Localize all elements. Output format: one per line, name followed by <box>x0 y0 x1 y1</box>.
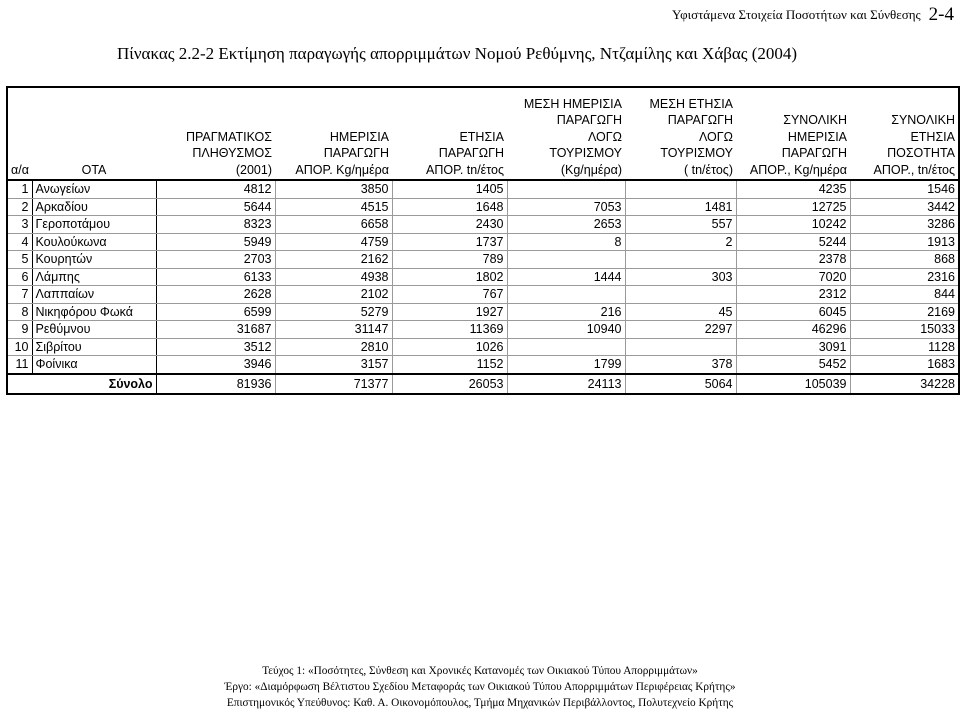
table-cell: 3512 <box>156 338 275 356</box>
table-cell: 3442 <box>850 198 959 216</box>
total-cell: 71377 <box>275 374 392 394</box>
table-cell <box>507 251 625 269</box>
table-cell: 303 <box>625 268 736 286</box>
table-cell: Κουρητών <box>32 251 156 269</box>
column-header-line: (2001) <box>235 162 272 177</box>
table-row <box>7 321 959 339</box>
table-cell: 1683 <box>850 356 959 374</box>
table-row <box>7 286 959 304</box>
table-cell: 7053 <box>507 198 625 216</box>
column-header-line: ΠΡΑΓΜΑΤΙΚΟΣ <box>186 129 272 144</box>
column-header-line: ΤΟΥΡΙΣΜΟΥ <box>549 146 622 161</box>
table-cell: 3946 <box>156 356 275 374</box>
column-header-line: ΑΠΟΡ., tn/έτος <box>873 162 955 177</box>
table-cell: 2162 <box>275 251 392 269</box>
table-cell: Φοίνικα <box>32 356 156 374</box>
table-cell: 216 <box>507 303 625 321</box>
table-cell: 1737 <box>392 233 507 251</box>
column-header-line: ΠΑΡΑΓΩΓΗ <box>667 113 733 128</box>
table-cell: 4 <box>7 233 32 251</box>
table-cell: 2 <box>625 233 736 251</box>
table-cell: 1927 <box>392 303 507 321</box>
table-cell: 1128 <box>850 338 959 356</box>
table-cell: 7020 <box>736 268 850 286</box>
table-cell: 2703 <box>156 251 275 269</box>
table-cell: 9 <box>7 321 32 339</box>
table-cell: 767 <box>392 286 507 304</box>
table-cell: 10 <box>7 338 32 356</box>
table-cell <box>625 251 736 269</box>
table-cell: 5279 <box>275 303 392 321</box>
table-cell: 1026 <box>392 338 507 356</box>
column-header-line: ΗΜΕΡΙΣΙΑ <box>787 129 847 144</box>
column-header-line: ΣΥΝΟΛΙΚΗ <box>891 113 955 128</box>
table-cell <box>507 286 625 304</box>
table-cell: 1152 <box>392 356 507 374</box>
table-cell: 4759 <box>275 233 392 251</box>
running-head <box>672 4 954 26</box>
table-cell: Κουλούκωνα <box>32 233 156 251</box>
table-cell: Ρεθύμνου <box>32 321 156 339</box>
column-header-line: ΠΑΡΑΓΩΓΗ <box>556 113 622 128</box>
table-cell: 46296 <box>736 321 850 339</box>
total-cell: 26053 <box>392 374 507 394</box>
table-cell <box>625 338 736 356</box>
column-header-line: ΣΥΝΟΛΙΚΗ <box>783 113 847 128</box>
table-cell: 378 <box>625 356 736 374</box>
table-cell <box>507 180 625 198</box>
table-cell: 3286 <box>850 216 959 234</box>
footer-line: Επιστημονικός Υπεύθυνος: Καθ. Α. Οικονομόπουλος, Τμήμα Μηχανικών Περιβάλλοντος, Πολυτεχνείο Κρήτης <box>226 697 734 709</box>
column-header-line: ΜΕΣΗ ΗΜΕΡΙΣΙΑ <box>523 96 622 111</box>
table-cell: 6133 <box>156 268 275 286</box>
table-cell: 1 <box>7 180 32 198</box>
table-cell: 3850 <box>275 180 392 198</box>
total-cell: 24113 <box>507 374 625 394</box>
column-header-line: ΟΤΑ <box>81 162 107 177</box>
table-cell: 2810 <box>275 338 392 356</box>
table-caption: Πίνακας 2.2-2 Εκτίμηση παραγωγής απορριμμάτων Νομού Ρεθύμνης, Ντζαμίλης και Χάβας (2004) <box>117 44 798 63</box>
column-header-line: ΑΠΟΡ. tn/έτος <box>426 162 504 177</box>
table-cell: 45 <box>625 303 736 321</box>
column-header <box>736 87 850 180</box>
table-cell: 6 <box>7 268 32 286</box>
column-header <box>392 87 507 180</box>
table-cell: 15033 <box>850 321 959 339</box>
table-cell: Γεροποτάμου <box>32 216 156 234</box>
table-cell: 4515 <box>275 198 392 216</box>
table-cell: 5644 <box>156 198 275 216</box>
table-container <box>6 86 958 395</box>
table-body <box>7 180 959 374</box>
table-cell <box>507 338 625 356</box>
table-cell: 2430 <box>392 216 507 234</box>
column-header <box>32 87 156 180</box>
header-row <box>7 87 959 180</box>
column-header <box>156 87 275 180</box>
table-cell: 789 <box>392 251 507 269</box>
table-cell <box>625 286 736 304</box>
table-cell: 11 <box>7 356 32 374</box>
waste-production-table <box>6 86 960 395</box>
table-cell: 2 <box>7 198 32 216</box>
column-header-line: ΤΟΥΡΙΣΜΟΥ <box>660 146 733 161</box>
table-cell: 868 <box>850 251 959 269</box>
table-cell: 2102 <box>275 286 392 304</box>
table-row <box>7 198 959 216</box>
column-header-line: ΛΟΓΩ <box>698 129 733 144</box>
column-header-line: ΠΛΗΘΥΣΜΟΣ <box>192 146 272 161</box>
column-header-line: ( tn/έτος) <box>683 162 733 177</box>
total-row <box>7 374 959 394</box>
table-cell: 1405 <box>392 180 507 198</box>
column-header <box>7 87 32 180</box>
table-row <box>7 303 959 321</box>
table-cell: 1802 <box>392 268 507 286</box>
table-cell: 12725 <box>736 198 850 216</box>
table-cell: 3157 <box>275 356 392 374</box>
total-cell: 34228 <box>850 374 959 394</box>
table-cell: 5 <box>7 251 32 269</box>
column-header-line: ΕΤΗΣΙΑ <box>459 129 504 144</box>
footer-line: Τεύχος 1: «Ποσότητες, Σύνθεση και Χρονικές Κατανομές των Οικιακού Τύπου Απορριμμάτων» <box>262 665 698 677</box>
column-header-line: ΗΜΕΡΙΣΙΑ <box>329 129 389 144</box>
table-row <box>7 268 959 286</box>
table-cell: 31687 <box>156 321 275 339</box>
table-cell: 2653 <box>507 216 625 234</box>
column-header-line: ΑΠΟΡ. Kg/ημέρα <box>295 162 389 177</box>
table-cell: 8 <box>507 233 625 251</box>
table-cell: 557 <box>625 216 736 234</box>
table-cell: 1481 <box>625 198 736 216</box>
table-cell: 10242 <box>736 216 850 234</box>
table-cell: 3091 <box>736 338 850 356</box>
table-cell: 31147 <box>275 321 392 339</box>
column-header-line: ΠΟΣΟΤΗΤΑ <box>887 146 955 161</box>
table-cell: 1648 <box>392 198 507 216</box>
table-cell: 8323 <box>156 216 275 234</box>
page-footer <box>0 663 960 711</box>
table-cell: 11369 <box>392 321 507 339</box>
column-header <box>275 87 392 180</box>
table-cell: 6045 <box>736 303 850 321</box>
table-cell: 1546 <box>850 180 959 198</box>
table-row <box>7 338 959 356</box>
table-cell: 3 <box>7 216 32 234</box>
table-cell: 4812 <box>156 180 275 198</box>
total-cell: 105039 <box>736 374 850 394</box>
column-header-line: ΕΤΗΣΙΑ <box>910 129 955 144</box>
column-header <box>625 87 736 180</box>
table-cell: Λαππαίων <box>32 286 156 304</box>
table-cell <box>625 180 736 198</box>
table-cell: Λάμπης <box>32 268 156 286</box>
table-cell: 7 <box>7 286 32 304</box>
column-header-line: ΠΑΡΑΓΩΓΗ <box>781 146 847 161</box>
table-row <box>7 216 959 234</box>
table-cell: 2316 <box>850 268 959 286</box>
total-cell: 81936 <box>156 374 275 394</box>
table-cell: 2628 <box>156 286 275 304</box>
table-cell: 5244 <box>736 233 850 251</box>
column-header-line: α/α <box>11 162 29 177</box>
table-cell: 5452 <box>736 356 850 374</box>
total-cell: 5064 <box>625 374 736 394</box>
table-cell: 2297 <box>625 321 736 339</box>
table-cell: 4235 <box>736 180 850 198</box>
column-header-line: (Kg/ημέρα) <box>560 162 622 177</box>
table-row <box>7 251 959 269</box>
table-cell: 6658 <box>275 216 392 234</box>
footer-line: Έργο: «Διαμόρφωση Βέλτιστου Σχεδίου Μεταφοράς των Οικιακού Τύπου Απορριμμάτων Περιφέρειας Κρήτης» <box>224 681 736 693</box>
column-header-line: ΠΑΡΑΓΩΓΗ <box>323 146 389 161</box>
running-head-text: Υφιστάμενα Στοιχεία Ποσοτήτων και Σύνθεσης <box>671 7 921 22</box>
column-header <box>507 87 625 180</box>
table-cell: Αρκαδίου <box>32 198 156 216</box>
table-cell: 2378 <box>736 251 850 269</box>
table-row <box>7 233 959 251</box>
table-cell: Ανωγείων <box>32 180 156 198</box>
column-header-line: ΜΕΣΗ ΕΤΗΣΙΑ <box>649 96 733 111</box>
table-cell: 2312 <box>736 286 850 304</box>
total-label: Σύνολο <box>7 374 156 394</box>
table-cell: 5949 <box>156 233 275 251</box>
table-cell: 1913 <box>850 233 959 251</box>
table-cell: 10940 <box>507 321 625 339</box>
column-header-line: ΠΑΡΑΓΩΓΗ <box>438 146 504 161</box>
column-header-line: ΑΠΟΡ., Kg/ημέρα <box>749 162 847 177</box>
column-header-line: ΛΟΓΩ <box>587 129 622 144</box>
table-cell: 1799 <box>507 356 625 374</box>
table-cell: 4938 <box>275 268 392 286</box>
page-number: 2-4 <box>928 4 954 25</box>
table-cell: 1444 <box>507 268 625 286</box>
table-row <box>7 180 959 198</box>
table-cell: 2169 <box>850 303 959 321</box>
table-row <box>7 356 959 374</box>
table-cell: Σιβρίτου <box>32 338 156 356</box>
column-header <box>850 87 959 180</box>
table-cell: 8 <box>7 303 32 321</box>
table-cell: 6599 <box>156 303 275 321</box>
table-cell: Νικηφόρου Φωκά <box>32 303 156 321</box>
table-cell: 844 <box>850 286 959 304</box>
